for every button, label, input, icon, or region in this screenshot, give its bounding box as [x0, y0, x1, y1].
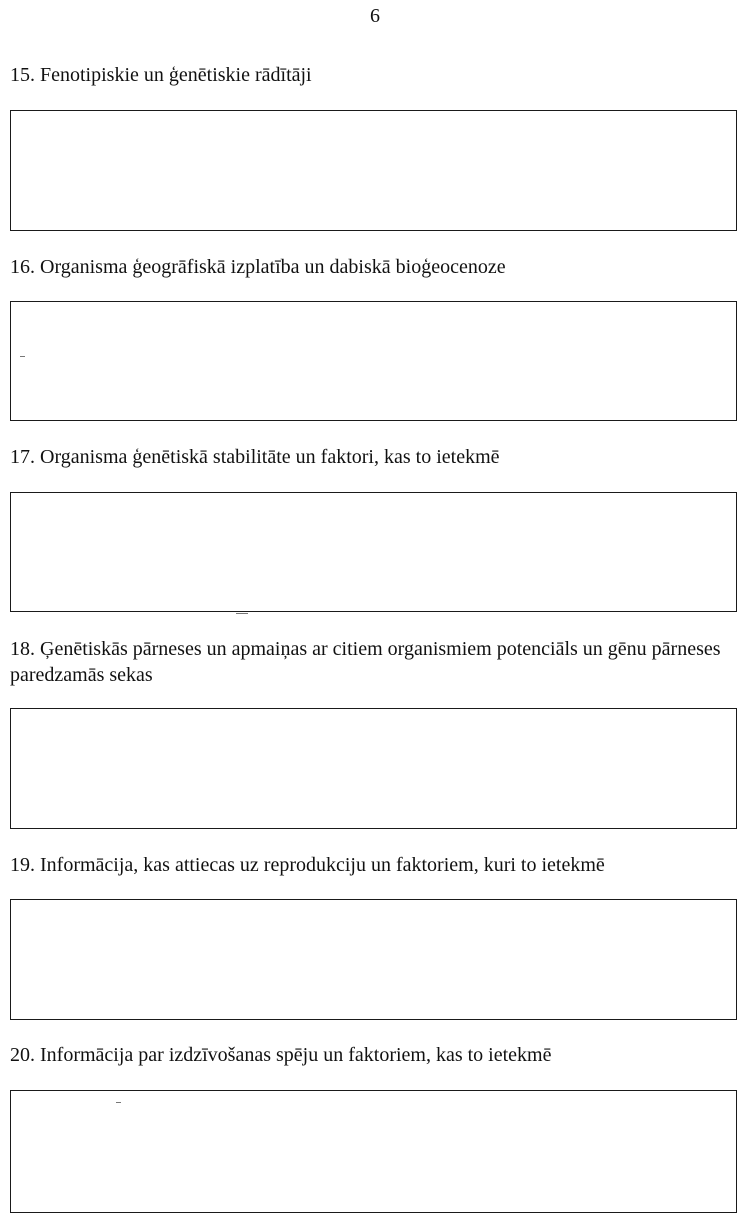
question-18-label: 18. Ģenētiskās pārneses un apmaiņas ar citiem organismiem potenciāls un gēnu pārneses paredzamās sekas — [10, 638, 721, 686]
scan-speck — [20, 356, 25, 357]
question-15-label: 15. Fenotipiskie un ģenētiskie rādītāji — [10, 64, 312, 86]
question-17-answer-box[interactable] — [10, 492, 737, 612]
question-16-answer-box[interactable] — [10, 301, 737, 421]
question-17-label: 17. Organisma ģenētiskā stabilitāte un faktori, kas to ietekmē — [10, 446, 500, 468]
scan-speck — [236, 613, 248, 614]
question-18-answer-box[interactable] — [10, 708, 737, 829]
question-19-answer-box[interactable] — [10, 899, 737, 1020]
question-19-label: 19. Informācija, kas attiecas uz reprodukciju un faktoriem, kuri to ietekmē — [10, 854, 605, 876]
question-16-label: 16. Organisma ģeogrāfiskā izplatība un dabiskā bioģeocenoze — [10, 256, 506, 278]
scan-speck — [116, 1102, 121, 1103]
question-15-answer-box[interactable] — [10, 110, 737, 231]
question-20-label: 20. Informācija par izdzīvošanas spēju un faktoriem, kas to ietekmē — [10, 1044, 552, 1066]
question-20-answer-box[interactable] — [10, 1090, 737, 1213]
page-number: 6 — [370, 5, 380, 27]
